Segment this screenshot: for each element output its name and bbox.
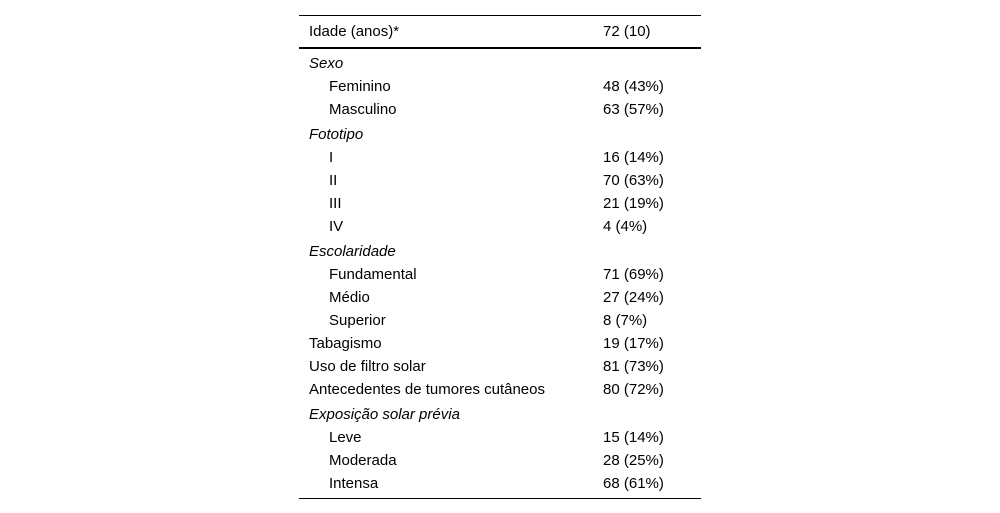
section-title-exposicao: Exposição solar prévia: [309, 406, 460, 423]
section-title-row: [299, 401, 701, 426]
row-value: 21 (19%): [603, 195, 664, 212]
row-value: 71 (69%): [603, 266, 664, 283]
table-body: [299, 49, 701, 498]
table-row: [299, 472, 701, 495]
row-label: Superior: [329, 312, 386, 329]
table-row: [299, 75, 701, 98]
row-value: 70 (63%): [603, 172, 664, 189]
header-value: 72 (10): [603, 23, 651, 40]
row-label: Leve: [329, 429, 362, 446]
row-label: Masculino: [329, 101, 397, 118]
table-row: [299, 146, 701, 169]
table-row-filtro-solar: [299, 355, 701, 378]
section-title-sexo: Sexo: [309, 55, 344, 72]
row-label: Feminino: [329, 78, 391, 95]
row-label: Antecedentes de tumores cutâneos: [309, 381, 545, 398]
table-row: [299, 263, 701, 286]
row-label: Moderada: [329, 452, 397, 469]
row-label: I: [329, 149, 334, 166]
table-header-row: [299, 16, 701, 47]
table-row-tabagismo: [299, 332, 701, 355]
row-value: 19 (17%): [603, 335, 664, 352]
section-title-row: [299, 121, 701, 146]
table-row: [299, 192, 701, 215]
row-value: 15 (14%): [603, 429, 664, 446]
row-label: Tabagismo: [309, 335, 382, 352]
row-label: IV: [329, 218, 344, 235]
characteristics-table: [299, 15, 701, 499]
row-value: 16 (14%): [603, 149, 664, 166]
row-value: 63 (57%): [603, 101, 664, 118]
table-bottom-rule: [299, 498, 701, 499]
row-value: 28 (25%): [603, 452, 664, 469]
table-row: [299, 426, 701, 449]
section-title-row: [299, 50, 701, 75]
table-row: [299, 98, 701, 121]
table-row: [299, 309, 701, 332]
row-value: 68 (61%): [603, 475, 664, 492]
section-title-row: [299, 238, 701, 263]
row-label: II: [329, 172, 338, 189]
row-value: 48 (43%): [603, 78, 664, 95]
table-row-antecedentes: [299, 378, 701, 401]
row-value: 27 (24%): [603, 289, 664, 306]
row-label: Fundamental: [329, 266, 417, 283]
row-label: Uso de filtro solar: [309, 358, 426, 375]
section-title-escolaridade: Escolaridade: [309, 243, 396, 260]
section-title-fototipo: Fototipo: [309, 126, 364, 143]
table-row: [299, 286, 701, 309]
row-label: Médio: [329, 289, 370, 306]
row-value: 8 (7%): [603, 312, 648, 329]
table-row: [299, 169, 701, 192]
table-row: [299, 215, 701, 238]
table-row: [299, 449, 701, 472]
row-value: 80 (72%): [603, 381, 664, 398]
header-label: Idade (anos)*: [309, 23, 400, 40]
row-label: Intensa: [329, 475, 379, 492]
row-label: III: [329, 195, 342, 212]
row-value: 81 (73%): [603, 358, 664, 375]
row-value: 4 (4%): [603, 218, 648, 235]
